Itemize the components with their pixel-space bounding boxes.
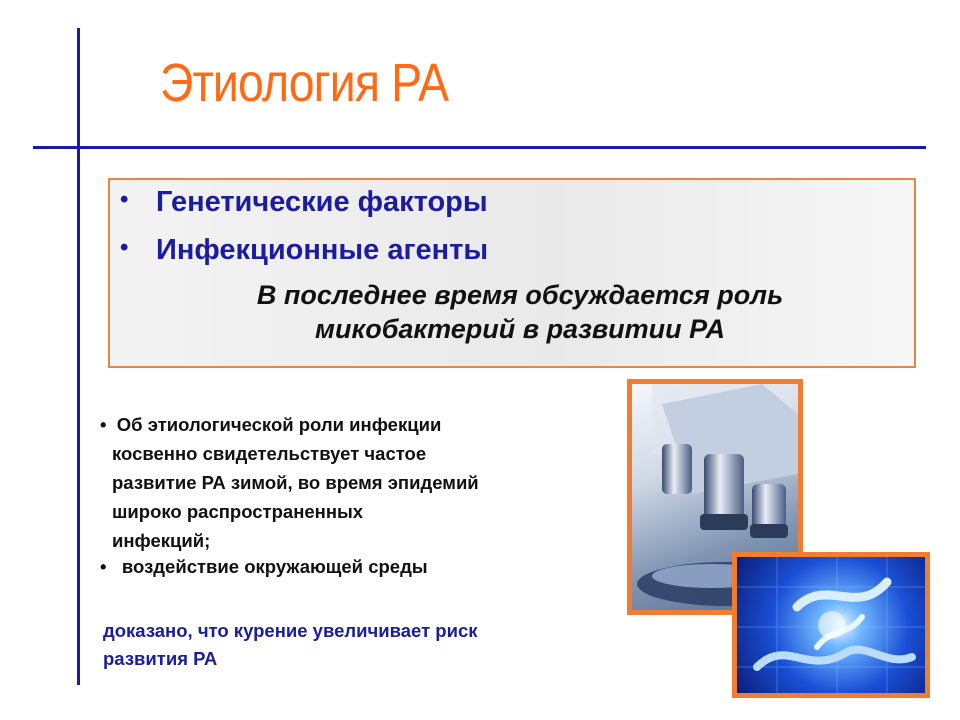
factor-label: Инфекционные агенты: [156, 234, 489, 266]
factor-item-genetic: [120, 186, 488, 219]
horizontal-rule: [33, 146, 926, 149]
bullet-icon: •: [120, 186, 129, 213]
vertical-rule: [77, 28, 80, 685]
key-factors-box: [108, 178, 916, 368]
slide-title: Этиология РА: [160, 53, 449, 113]
bullet-icon: •: [100, 556, 107, 577]
factor-label: Генетические факторы: [156, 186, 488, 218]
bacteria-illustration: [732, 552, 930, 698]
factor-item-infectious: [120, 234, 488, 267]
environment-item: • воздействие окружающей среды: [100, 556, 428, 577]
infection-paragraph: • Об этиологической роли инфекции косвенно свидетельствует частое развитие РА зимой, во время эпидемий широко распространенных инфекций;: [100, 414, 479, 551]
bullet-icon: •: [120, 234, 129, 261]
mycobacteria-note: В последнее время обсуждается роль микобактерий в развитии РА: [256, 280, 784, 344]
smoking-note: доказано, что курение увеличивает риск развития РА: [103, 620, 478, 669]
